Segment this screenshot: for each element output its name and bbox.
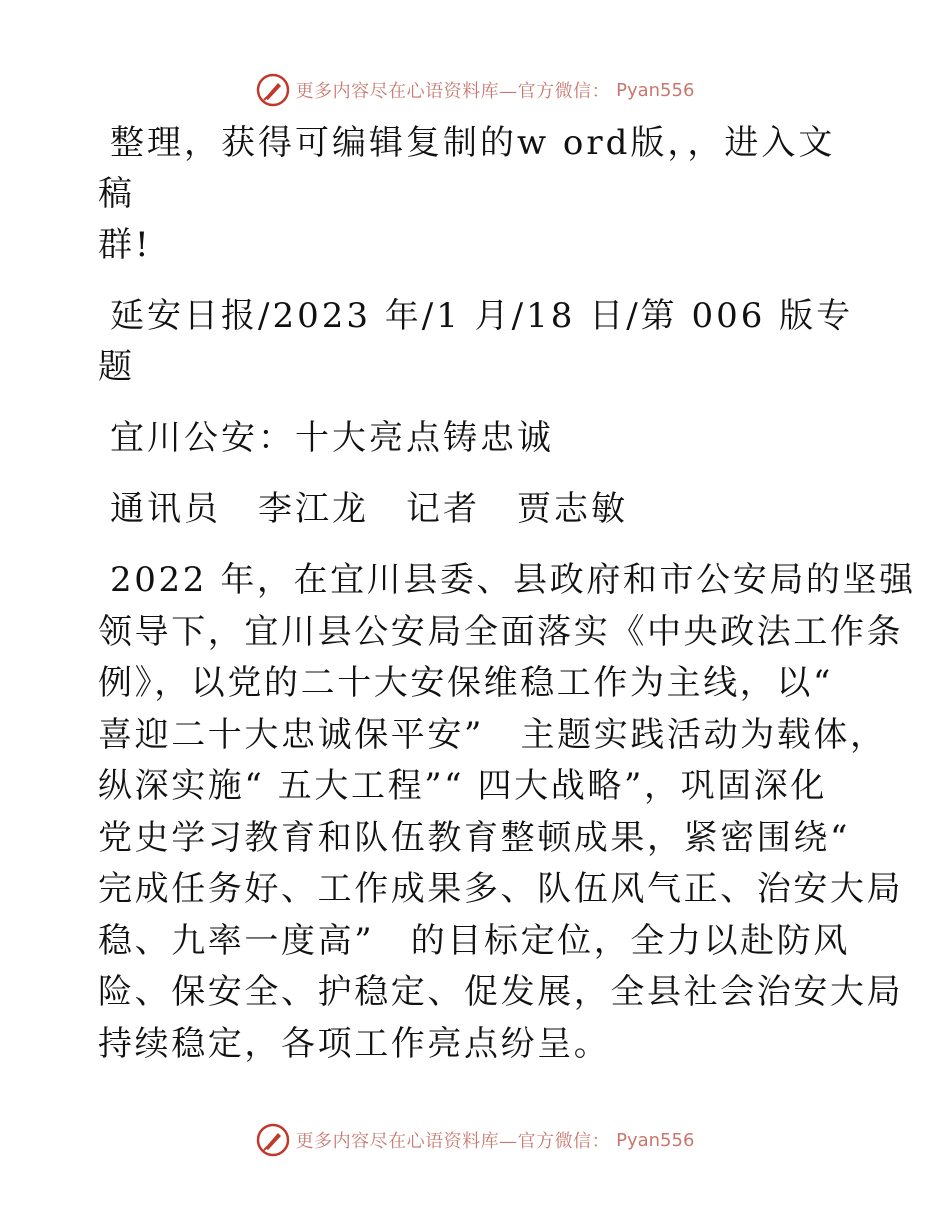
watermark-contact: Pyan556 — [616, 1129, 695, 1151]
body-line: 党史学习教育和队伍教育整顿成果，紧密围绕“ — [98, 817, 850, 858]
body-line: 例》，以党的二十大安保维稳工作为主线，以“ — [98, 663, 833, 703]
source-line: 延安日报/2023 年/1 月/18 日/第 006 版专题 — [98, 296, 854, 387]
body-line: 领导下，宜川县公安局全面落实《中央政法工作条 — [98, 611, 904, 652]
body-line: 完成任务好、工作成果多、队伍风气正、治安大局 — [98, 869, 904, 909]
body-line: 险、保安全、护稳定、促发展，全县社会治安大局 — [98, 972, 904, 1012]
watermark-header — [0, 70, 950, 110]
quill-logo-icon — [256, 73, 290, 107]
watermark-text: 更多内容尽在心语资料库—官方微信： — [295, 81, 611, 102]
intro-line: 群! — [98, 225, 152, 265]
body-line: 2022 年，在宜川县委、县政府和市公安局的坚强 — [110, 560, 916, 600]
watermark-text: 更多内容尽在心语资料库—官方微信： — [295, 1131, 611, 1152]
article-title: 宜川公安：十大亮点铸忠诚 — [110, 418, 554, 458]
article-body — [98, 555, 916, 1070]
intro-line: 整理，获得可编辑复制的w ord版，，进入文稿 — [98, 123, 836, 214]
body-line: 喜迎二十大忠诚保平安” 主题实践活动为载体， — [98, 714, 887, 755]
watermark-footer — [0, 1120, 950, 1160]
quill-logo-icon — [256, 1123, 290, 1157]
watermark-contact: Pyan556 — [616, 79, 695, 101]
body-line: 纵深实施“ 五大工程”“ 四大战略”，巩固深化 — [98, 766, 827, 806]
body-line: 稳、九率一度高” 的目标定位，全力以赴防风 — [98, 920, 850, 961]
byline: 通讯员 李江龙 记者 贾志敏 — [110, 489, 628, 529]
document-content — [98, 118, 916, 1070]
body-line: 持续稳定，各项工作亮点纷呈。 — [98, 1023, 611, 1064]
